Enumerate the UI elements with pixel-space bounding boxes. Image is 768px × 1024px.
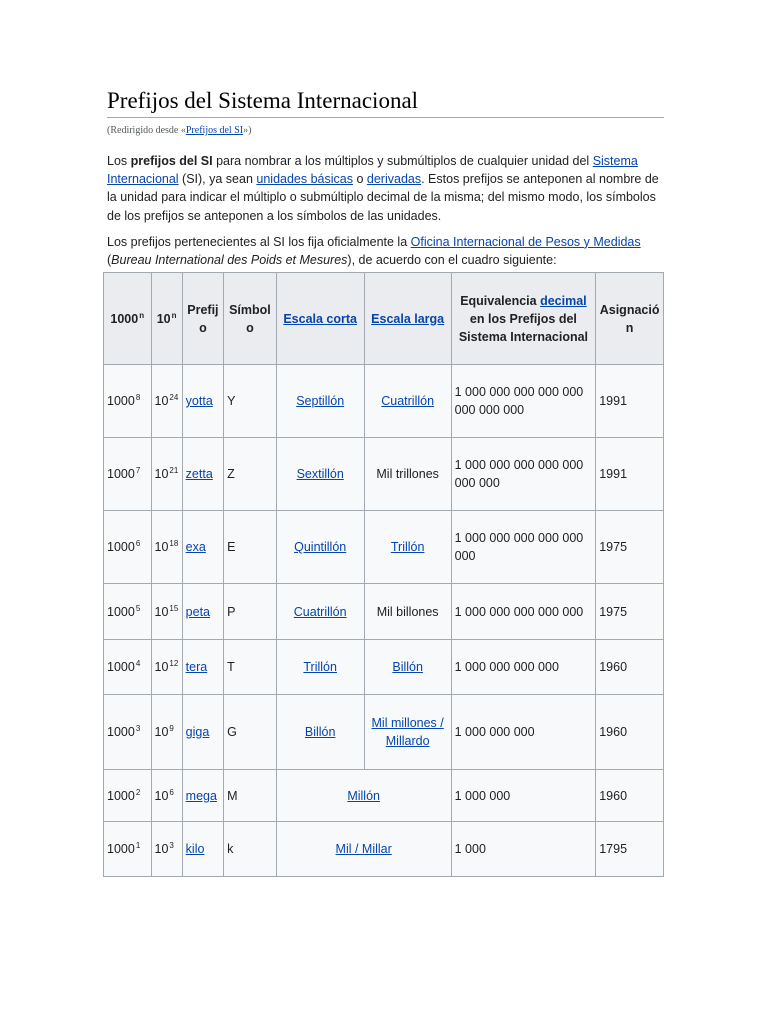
- header-prefijo: Prefij o: [182, 273, 223, 365]
- cell-10n: $10^{18}$: [151, 511, 182, 584]
- cell-decimal: 1 000: [451, 822, 596, 877]
- header-simbolo: Símbol o: [224, 273, 277, 365]
- table-row: [104, 770, 664, 822]
- header-equivalencia: Equivalencia decimal en los Prefijos del Sistema Internacional: [451, 273, 596, 365]
- cell-10n: $10^9$: [151, 695, 182, 770]
- header-asignacion: Asignació n: [596, 273, 664, 365]
- text: . Estos prefijos se anteponen al nombre de la unidad para indicar el múltiplo o submúltiplo decimal de la misma; del mismo modo, los símbolos de los prefijos se anteponen a los símbolos de las unidades.: [107, 172, 659, 223]
- cell-short-scale[interactable]: Trillón: [276, 640, 364, 695]
- cell-10n: $10^{21}$: [151, 438, 182, 511]
- cell-1000n: 1000$^8$: [104, 365, 152, 438]
- text: (SI), ya sean: [178, 172, 257, 187]
- cell-10n: $10^3$: [151, 822, 182, 877]
- cell-10n: $10^{12}$: [151, 640, 182, 695]
- redirect-link[interactable]: Prefijos del SI: [185, 125, 244, 136]
- text: o: [353, 172, 367, 187]
- cell-decimal: 1 000 000 000: [451, 695, 596, 770]
- cell-1000n: 1000$^6$: [104, 511, 152, 584]
- cell-long-scale[interactable]: Billón: [364, 640, 451, 695]
- page-title: Prefijos del Sistema Internacional: [107, 86, 664, 118]
- cell-year: 1991: [596, 438, 664, 511]
- cell-year: 1960: [596, 770, 664, 822]
- cell-long-scale: Mil trillones: [364, 438, 451, 511]
- cell-prefix[interactable]: mega: [182, 770, 223, 822]
- table-row: [104, 365, 664, 438]
- cell-year: 1795: [596, 822, 664, 877]
- cell-year: 1975: [596, 511, 664, 584]
- cell-short-scale[interactable]: Sextillón: [276, 438, 364, 511]
- redirect-note: [107, 124, 664, 138]
- cell-decimal: 1 000 000 000 000: [451, 640, 596, 695]
- table-row: [104, 584, 664, 640]
- italic-text: Bureau International des Poids et Mesures: [111, 253, 348, 268]
- cell-merged-scale[interactable]: Millón: [276, 770, 451, 822]
- cell-symbol: k: [224, 822, 277, 877]
- text: ), de acuerdo con el cuadro siguiente:: [347, 253, 557, 268]
- text: Los: [107, 154, 131, 168]
- redirect-prefix: (Redirigido desde «: [107, 125, 186, 136]
- cell-prefix[interactable]: giga: [182, 695, 223, 770]
- cell-1000n: 1000$^4$: [104, 640, 152, 695]
- table-row: [104, 438, 664, 511]
- cell-year: 1991: [596, 365, 664, 438]
- cell-short-scale[interactable]: Cuatrillón: [276, 584, 364, 640]
- link-sistema-internacional[interactable]: Sistema Internacional: [107, 154, 638, 187]
- cell-short-scale[interactable]: Quintillón: [276, 511, 364, 584]
- link-decimal[interactable]: decimal: [540, 293, 587, 308]
- text: (: [107, 253, 112, 268]
- cell-10n: $10^6$: [151, 770, 182, 822]
- cell-symbol: P: [224, 584, 277, 640]
- cell-prefix[interactable]: tera: [182, 640, 223, 695]
- intro-paragraph: [107, 152, 664, 225]
- article: [107, 86, 664, 269]
- link-unidades-basicas[interactable]: unidades básicas: [256, 172, 353, 187]
- cell-year: 1975: [596, 584, 664, 640]
- cell-10n: $10^{15}$: [151, 584, 182, 640]
- cell-1000n: 1000$^3$: [104, 695, 152, 770]
- cell-decimal: 1 000 000 000 000 000 000: [451, 511, 596, 584]
- redirect-suffix: »): [243, 125, 252, 136]
- cell-prefix[interactable]: zetta: [182, 438, 223, 511]
- header-escala-corta[interactable]: Escala corta: [276, 273, 364, 365]
- cell-prefix[interactable]: kilo: [182, 822, 223, 877]
- cell-symbol: M: [224, 770, 277, 822]
- second-paragraph: [107, 233, 664, 269]
- cell-1000n: 1000$^1$: [104, 822, 152, 877]
- header-10n: 10$^n$: [151, 273, 182, 365]
- cell-prefix[interactable]: yotta: [182, 365, 223, 438]
- cell-short-scale[interactable]: Billón: [276, 695, 364, 770]
- cell-symbol: G: [224, 695, 277, 770]
- cell-1000n: 1000$^7$: [104, 438, 152, 511]
- cell-decimal: 1 000 000 000 000 000 000 000: [451, 438, 596, 511]
- cell-prefix[interactable]: exa: [182, 511, 223, 584]
- header-1000n: 1000$^n$: [104, 273, 152, 365]
- cell-10n: $10^{24}$: [151, 365, 182, 438]
- cell-decimal: 1 000 000 000 000 000 000 000 000: [451, 365, 596, 438]
- table-row: [104, 695, 664, 770]
- table-row: [104, 511, 664, 584]
- cell-1000n: 1000$^5$: [104, 584, 152, 640]
- cell-merged-scale[interactable]: Mil / Millar: [276, 822, 451, 877]
- cell-symbol: E: [224, 511, 277, 584]
- table-header-row: [104, 273, 664, 365]
- text: para nombrar a los múltiplos y submúltiplos de cualquier unidad del: [212, 154, 593, 168]
- cell-symbol: Z: [224, 438, 277, 511]
- bold-term: prefijos del SI: [130, 154, 213, 168]
- cell-long-scale[interactable]: Trillón: [364, 511, 451, 584]
- cell-short-scale[interactable]: Septillón: [276, 365, 364, 438]
- cell-prefix[interactable]: peta: [182, 584, 223, 640]
- cell-year: 1960: [596, 695, 664, 770]
- link-derivadas[interactable]: derivadas: [366, 172, 422, 187]
- cell-decimal: 1 000 000: [451, 770, 596, 822]
- cell-long-scale: Mil billones: [364, 584, 451, 640]
- cell-1000n: 1000$^2$: [104, 770, 152, 822]
- link-oficina-internacional[interactable]: Oficina Internacional de Pesos y Medidas: [410, 234, 641, 249]
- cell-symbol: T: [224, 640, 277, 695]
- prefixes-table: [103, 272, 664, 877]
- header-escala-larga[interactable]: Escala larga: [364, 273, 451, 365]
- cell-long-scale[interactable]: Cuatrillón: [364, 365, 451, 438]
- text: Los prefijos pertenecientes al SI los fija oficialmente la: [107, 234, 411, 249]
- table-row: [104, 640, 664, 695]
- cell-symbol: Y: [224, 365, 277, 438]
- cell-year: 1960: [596, 640, 664, 695]
- cell-decimal: 1 000 000 000 000 000: [451, 584, 596, 640]
- table-row: [104, 822, 664, 877]
- cell-long-scale[interactable]: Mil millones / Millardo: [364, 695, 451, 770]
